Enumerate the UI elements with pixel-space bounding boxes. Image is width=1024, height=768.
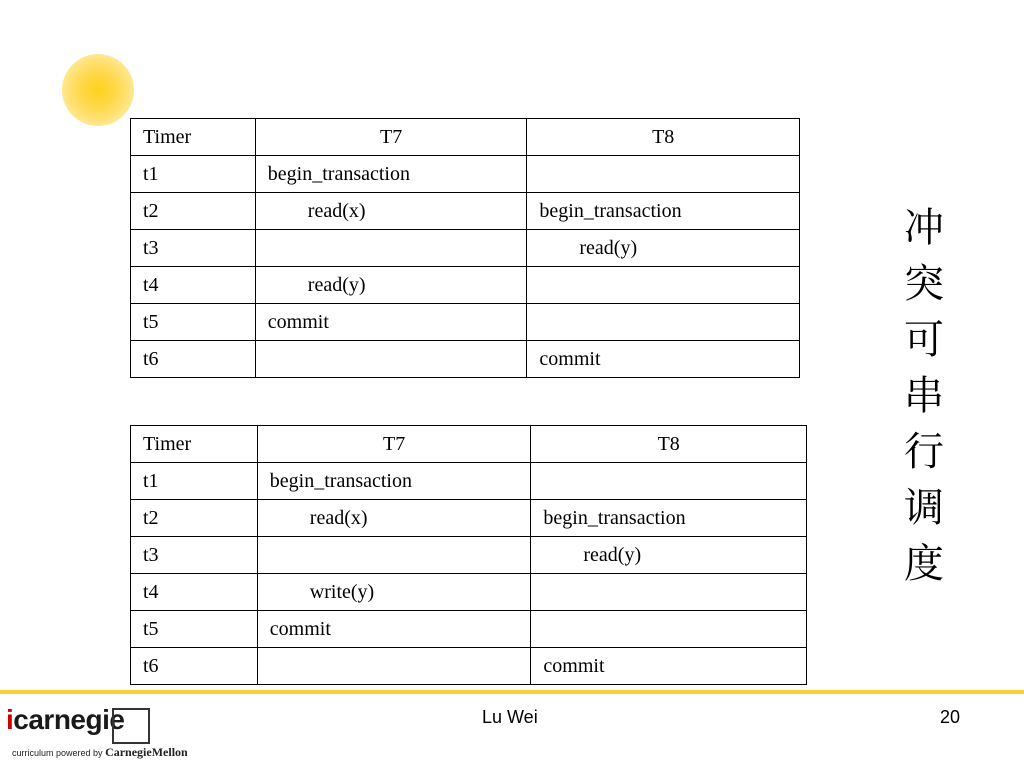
sun-decoration-icon	[62, 54, 134, 126]
cell-t8: begin_transaction	[531, 500, 807, 537]
cell-time: t2	[131, 193, 256, 230]
logo-name: carnegie	[13, 704, 125, 735]
cell-t8	[531, 463, 807, 500]
cell-time: t5	[131, 304, 256, 341]
cell-t8	[527, 156, 800, 193]
cell-time: t6	[131, 341, 256, 378]
cell-time: t3	[131, 537, 258, 574]
logo-prefix: i	[6, 704, 14, 735]
cell-t8: commit	[527, 341, 800, 378]
cell-t8: commit	[531, 648, 807, 685]
cell-t7: begin_transaction	[257, 463, 531, 500]
cell-time: t6	[131, 648, 258, 685]
table-row	[131, 304, 800, 341]
cell-t7: read(x)	[255, 193, 527, 230]
title-char: 串	[904, 373, 944, 419]
icarnegie-logo	[6, 704, 206, 764]
cell-t8: read(y)	[531, 537, 807, 574]
cell-t7	[255, 230, 527, 267]
table-row	[131, 648, 807, 685]
cell-time: t3	[131, 230, 256, 267]
cell-t7	[257, 537, 531, 574]
cell-t8	[527, 267, 800, 304]
table-row	[131, 537, 807, 574]
cell-time: t4	[131, 574, 258, 611]
cell-t7: write(y)	[257, 574, 531, 611]
table-header-row	[131, 119, 800, 156]
cell-time: t1	[131, 463, 258, 500]
title-char: 度	[904, 541, 944, 587]
header-t8: T8	[527, 119, 800, 156]
cell-time: t2	[131, 500, 258, 537]
table-row	[131, 267, 800, 304]
schedule-table-1	[130, 118, 800, 378]
logo-university: CarnegieMellon	[105, 745, 188, 759]
title-char: 冲	[904, 205, 944, 251]
header-timer: Timer	[131, 426, 258, 463]
title-char: 调	[904, 485, 944, 531]
header-t7: T7	[255, 119, 527, 156]
page-number: 20	[940, 707, 961, 727]
cell-t8: read(y)	[527, 230, 800, 267]
title-char: 突	[904, 261, 944, 307]
cell-t7	[255, 341, 527, 378]
header-timer: Timer	[131, 119, 256, 156]
table-header-row	[131, 426, 807, 463]
table-row	[131, 230, 800, 267]
cell-t7: read(y)	[255, 267, 527, 304]
header-t7: T7	[257, 426, 531, 463]
slide-title-vertical	[900, 200, 948, 592]
cell-t8: begin_transaction	[527, 193, 800, 230]
title-char: 可	[904, 317, 944, 363]
table-row	[131, 463, 807, 500]
logo-tagline: curriculum powered by	[12, 748, 103, 758]
logo-wordmark	[6, 704, 206, 736]
table-row	[131, 500, 807, 537]
logo-frame	[112, 708, 150, 744]
schedule-table-2	[130, 425, 807, 685]
cell-t8	[531, 611, 807, 648]
header-t8: T8	[531, 426, 807, 463]
cell-t7	[257, 648, 531, 685]
cell-time: t4	[131, 267, 256, 304]
table-row	[131, 611, 807, 648]
cell-t8	[527, 304, 800, 341]
title-char: 行	[904, 429, 944, 475]
cell-t7: begin_transaction	[255, 156, 527, 193]
cell-t7: read(x)	[257, 500, 531, 537]
table-row	[131, 156, 800, 193]
cell-t8	[531, 574, 807, 611]
table-row	[131, 574, 807, 611]
footer-divider	[0, 690, 1024, 694]
cell-t7: commit	[257, 611, 531, 648]
cell-time: t5	[131, 611, 258, 648]
logo-tagline-line	[12, 745, 188, 760]
cell-t7: commit	[255, 304, 527, 341]
table-row	[131, 193, 800, 230]
footer-author: Lu Wei	[482, 707, 538, 727]
cell-time: t1	[131, 156, 256, 193]
table-row	[131, 341, 800, 378]
